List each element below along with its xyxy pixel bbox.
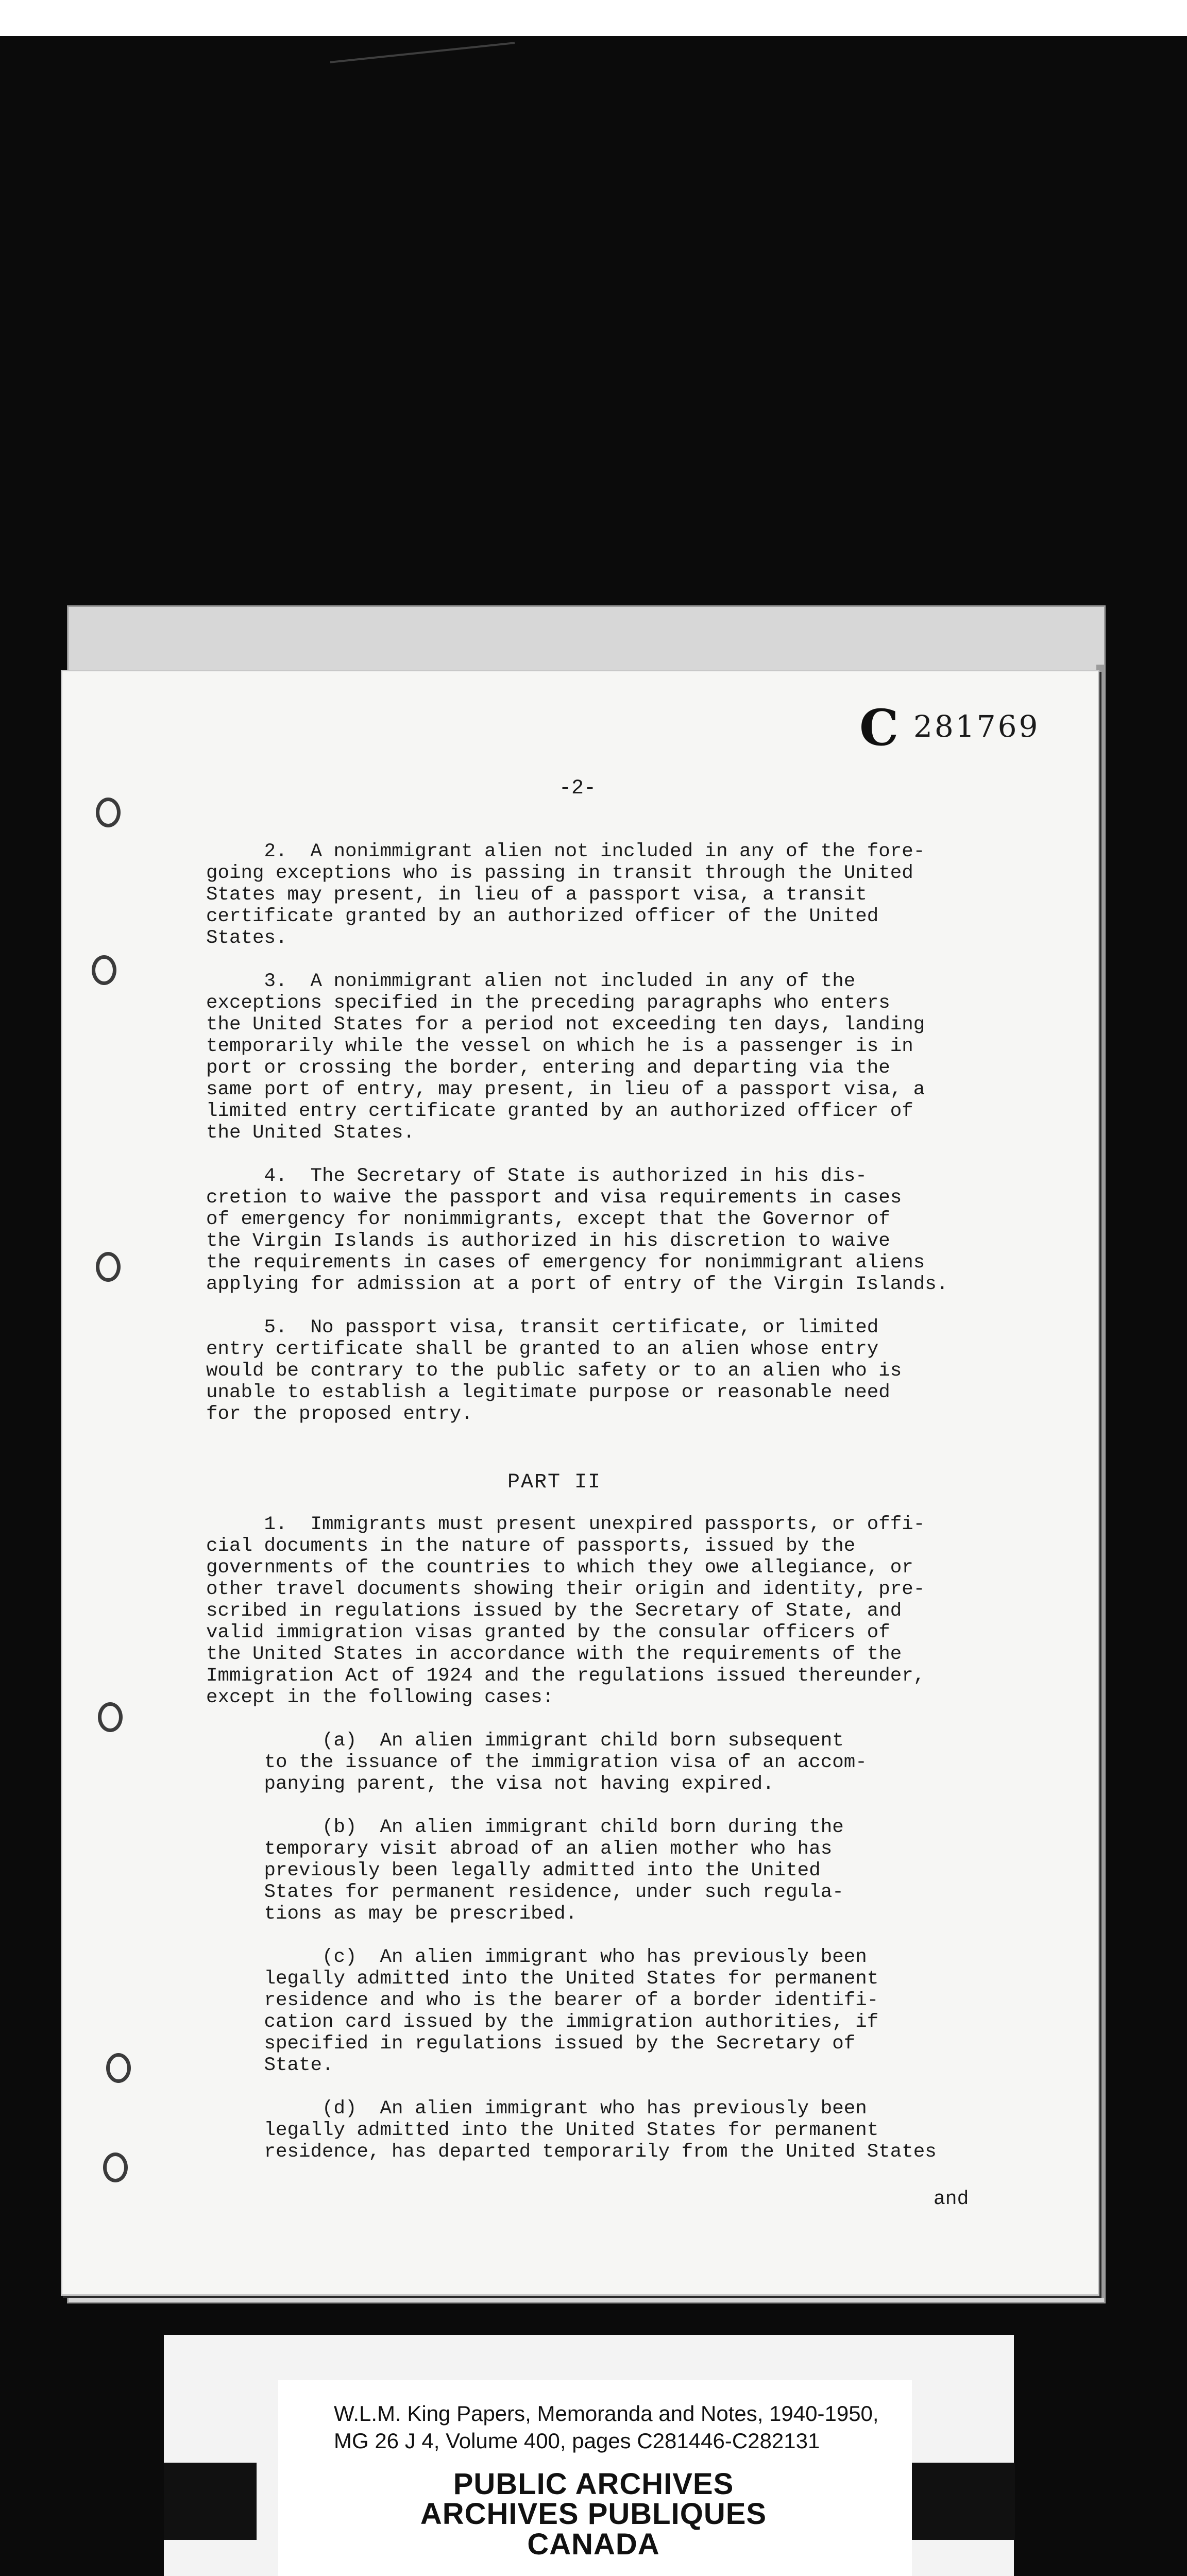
document-text-line: temporarily while the vessel on which he is a passenger is in: [206, 1036, 913, 1057]
document-text-line: certificate granted by an authorized officer of the United: [206, 906, 879, 927]
document-text-line: going exceptions who is passing in transit through the United: [206, 862, 913, 884]
document-text-line: Immigration Act of 1924 and the regulations issued thereunder,: [206, 1665, 925, 1687]
document-text-line: cation card issued by the immigration authorities, if: [206, 2011, 879, 2033]
document-text-line: the United States for a period not exceeding ten days, landing: [206, 1014, 925, 1036]
document-text-line: 1. Immigrants must present unexpired passports, or offi-: [206, 1514, 925, 1535]
document-text-line: legally admitted into the United States for permanent: [206, 2120, 879, 2141]
document-text-line: the United States in accordance with the requirements of the: [206, 1643, 902, 1665]
document-text-line: limited entry certificate granted by an authorized officer of: [206, 1100, 913, 1122]
document-text-line: port or crossing the border, entering and departing via the: [206, 1057, 890, 1079]
document-text-line: (a) An alien immigrant child born subsequent: [206, 1730, 844, 1752]
archive-name-en: PUBLIC ARCHIVES: [453, 2467, 734, 2501]
document-text-line: [206, 949, 948, 971]
punch-hole: [96, 798, 121, 827]
document-text-line: [206, 2076, 937, 2098]
document-text-line: would be contrary to the public safety or to an alien who is: [206, 1360, 902, 1382]
document-text-line: exceptions specified in the preceding paragraphs who enters: [206, 992, 890, 1014]
punch-hole: [103, 2153, 128, 2182]
film-top-strip: [0, 0, 1187, 36]
document-text-line: (b) An alien immigrant child born during the: [206, 1817, 844, 1838]
punch-hole: [106, 2053, 131, 2083]
document-text-line: except in the following cases:: [206, 1687, 554, 1708]
document-text-line: 2. A nonimmigrant alien not included in any of the fore-: [206, 841, 925, 862]
document-text-line: States.: [206, 927, 287, 949]
document-text-line: previously been legally admitted into the United: [206, 1860, 821, 1882]
document-text-line: States may present, in lieu of a passport visa, a transit: [206, 884, 867, 906]
archive-reference-line: W.L.M. King Papers, Memoranda and Notes, 1940-1950,: [334, 2401, 879, 2426]
document-text-line: entry certificate shall be granted to an alien whose entry: [206, 1338, 879, 1360]
document-text-line: cial documents in the nature of passports, issued by the: [206, 1535, 856, 1557]
document-text-line: to the issuance of the immigration visa of an accom-: [206, 1752, 867, 1773]
part-two-body: [206, 1514, 937, 2163]
document-text-line: temporary visit abroad of an alien mother who has: [206, 1838, 833, 1860]
document-text-line: specified in regulations issued by the Secretary of: [206, 2033, 856, 2055]
document-text-line: residence and who is the bearer of a border identifi-: [206, 1990, 879, 2011]
document-text-line: valid immigration visas granted by the consular officers of: [206, 1622, 890, 1643]
document-text-line: (c) An alien immigrant who has previously been: [206, 1946, 867, 1968]
punch-hole: [96, 1252, 121, 1282]
document-text-line: [206, 1925, 937, 1946]
part-one-body: [206, 841, 948, 1425]
page-number: -2-: [559, 777, 597, 800]
document-text-line: [206, 1295, 948, 1317]
document-text-line: scribed in regulations issued by the Secretary of State, and: [206, 1600, 902, 1622]
document-text-line: cretion to waive the passport and visa requirements in cases: [206, 1187, 902, 1209]
document-text-line: the Virgin Islands is authorized in his discretion to waive: [206, 1230, 890, 1252]
archive-name-fr: ARCHIVES PUBLIQUES: [420, 2497, 767, 2531]
document-text-line: for the proposed entry.: [206, 1403, 473, 1425]
document-text-line: 3. A nonimmigrant alien not included in any of the: [206, 971, 856, 992]
stamp-folio-number: 281769: [913, 709, 1040, 744]
document-text-line: legally admitted into the United States for permanent: [206, 1968, 879, 1990]
archive-country: CANADA: [527, 2528, 660, 2561]
document-text-line: of emergency for nonimmigrants, except that the Governor of: [206, 1209, 890, 1230]
part-heading: PART II: [507, 1471, 602, 1494]
document-text-line: States for permanent residence, under such regula-: [206, 1882, 844, 1903]
film-scratch: [330, 42, 515, 63]
archive-reference-line: MG 26 J 4, Volume 400, pages C281446-C282131: [334, 2429, 820, 2453]
document-text-line: [206, 1708, 937, 1730]
document-text-line: panying parent, the visa not having expired.: [206, 1773, 774, 1795]
document-text-line: unable to establish a legitimate purpose or reasonable need: [206, 1382, 890, 1403]
document-text-line: (d) An alien immigrant who has previously been: [206, 2098, 867, 2120]
punch-hole: [98, 1702, 123, 1732]
document-text-line: tions as may be prescribed.: [206, 1903, 578, 1925]
document-text-line: [206, 1795, 937, 1817]
document-text-line: residence, has departed temporarily from the United States: [206, 2141, 937, 2163]
document-text-line: [206, 1144, 948, 1165]
document-text-line: State.: [206, 2055, 334, 2076]
document-text-line: the requirements in cases of emergency for nonimmigrant aliens: [206, 1252, 925, 1274]
document-text-line: same port of entry, may present, in lieu of a passport visa, a: [206, 1079, 925, 1100]
document-text-line: other travel documents showing their origin and identity, pre-: [206, 1579, 925, 1600]
document-text-line: 5. No passport visa, transit certificate, or limited: [206, 1317, 879, 1338]
punch-hole: [92, 955, 116, 985]
continuation-word: and: [934, 2188, 969, 2210]
document-text-line: governments of the countries to which they owe allegiance, or: [206, 1557, 913, 1579]
document-text-line: the United States.: [206, 1122, 415, 1144]
document-text-line: 4. The Secretary of State is authorized in his dis-: [206, 1165, 867, 1187]
stamp-series-letter: C: [859, 699, 899, 757]
document-text-line: applying for admission at a port of entry of the Virgin Islands.: [206, 1274, 948, 1295]
